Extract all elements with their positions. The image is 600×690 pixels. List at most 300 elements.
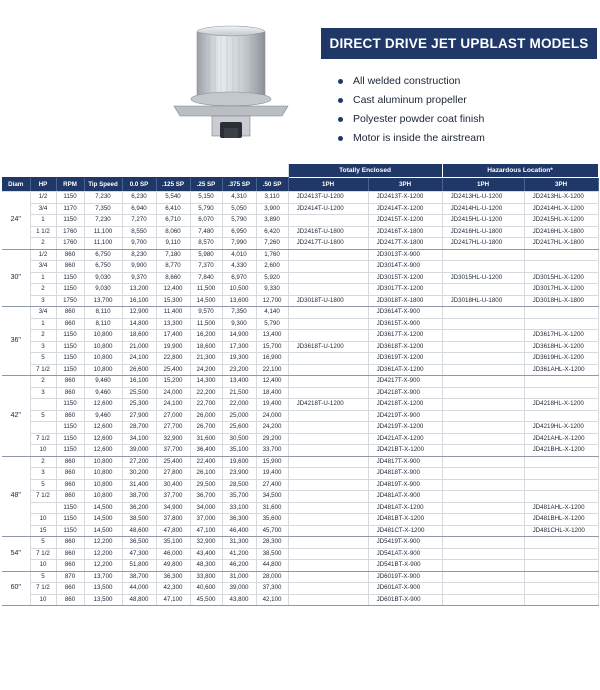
table-row — [2, 525, 598, 537]
spec-cell: 38,500 — [256, 548, 288, 560]
table-row — [2, 514, 598, 526]
spec-cell: 23,900 — [222, 468, 256, 480]
model-cell: JD2417HL-X-1800 — [524, 238, 598, 250]
spec-cell: 7,180 — [156, 249, 190, 261]
spec-cell: 10,800 — [84, 341, 122, 353]
spec-cell: 7,370 — [190, 261, 222, 273]
column-header: RPM — [56, 178, 84, 192]
spec-cell: 3 — [30, 341, 56, 353]
model-cell: JD2414T-X-1200 — [368, 203, 442, 215]
spec-cell: 22,700 — [190, 399, 222, 411]
spec-cell: 6,750 — [84, 249, 122, 261]
table-row — [2, 445, 598, 457]
spec-cell: 14,800 — [122, 318, 156, 330]
spec-cell: 860 — [56, 376, 84, 388]
spec-cell: 38,500 — [122, 514, 156, 526]
spec-cell: 44,000 — [122, 583, 156, 595]
spec-cell: 860 — [56, 479, 84, 491]
spec-cell: 860 — [56, 594, 84, 606]
spec-cell: 27,200 — [122, 456, 156, 468]
section-title: DIRECT DRIVE JET UPBLAST MODELS — [321, 28, 597, 59]
model-cell — [524, 594, 598, 606]
spec-cell: 8,660 — [156, 272, 190, 284]
spec-cell: 24,000 — [156, 387, 190, 399]
column-header: HP — [30, 178, 56, 192]
spec-cell: 8,570 — [190, 238, 222, 250]
model-cell — [288, 583, 368, 595]
table-body — [2, 192, 598, 606]
model-cell — [288, 445, 368, 457]
spec-cell: 1,760 — [256, 249, 288, 261]
spec-cell: 37,800 — [156, 514, 190, 526]
spec-cell: 25,400 — [156, 456, 190, 468]
model-cell: JD3618T-U-1200 — [288, 341, 368, 353]
table-row — [2, 192, 598, 204]
table-row — [2, 307, 598, 319]
model-cell: JD4219T-X-1200 — [368, 422, 442, 434]
model-cell: JD3018HL-X-1800 — [524, 295, 598, 307]
model-cell: JD2413T-X-1200 — [368, 192, 442, 204]
table-row — [2, 560, 598, 572]
model-cell: JD2414HL-U-1200 — [442, 203, 524, 215]
spec-cell: 14,300 — [190, 376, 222, 388]
table-row — [2, 272, 598, 284]
model-cell: JD3018T-X-1800 — [368, 295, 442, 307]
spec-cell: 7,350 — [222, 307, 256, 319]
model-cell — [524, 468, 598, 480]
spec-cell: 13,500 — [84, 583, 122, 595]
feature-item: Polyester powder coat finish — [337, 110, 485, 129]
model-cell — [288, 307, 368, 319]
spec-cell: 27,700 — [156, 422, 190, 434]
table-row — [2, 330, 598, 342]
model-cell — [288, 422, 368, 434]
spec-cell: 6,750 — [84, 261, 122, 273]
spec-cell: 860 — [56, 456, 84, 468]
model-cell: JD3015HL-X-1200 — [524, 272, 598, 284]
header — [0, 0, 600, 150]
model-cell — [442, 479, 524, 491]
spec-cell: 1150 — [56, 514, 84, 526]
model-cell — [288, 537, 368, 549]
spec-cell: 35,600 — [256, 514, 288, 526]
spec-cell: 32,900 — [156, 433, 190, 445]
feature-item: Motor is inside the airstream — [337, 129, 485, 148]
spec-cell: 1150 — [56, 284, 84, 296]
model-cell — [442, 445, 524, 457]
spec-cell: 9,300 — [222, 318, 256, 330]
spec-cell: 10,500 — [222, 284, 256, 296]
spec-cell: 22,100 — [256, 364, 288, 376]
spec-cell: 10 — [30, 594, 56, 606]
model-cell: JD4218T-X-900 — [368, 387, 442, 399]
model-cell: JD481CHL-X-1200 — [524, 525, 598, 537]
spec-cell: 14,900 — [222, 330, 256, 342]
column-header: 0.0 SP — [122, 178, 156, 192]
diameter-cell: 36" — [2, 307, 30, 376]
model-cell — [288, 249, 368, 261]
model-cell — [288, 387, 368, 399]
model-cell — [288, 353, 368, 365]
model-cell: JD3014T-X-900 — [368, 261, 442, 273]
spec-cell: 3,890 — [256, 215, 288, 227]
spec-cell: 1760 — [56, 238, 84, 250]
spec-cell: 1150 — [56, 525, 84, 537]
table-row — [2, 537, 598, 549]
spec-cell: 26,000 — [190, 410, 222, 422]
model-cell — [442, 456, 524, 468]
spec-cell: 860 — [56, 583, 84, 595]
model-cell — [288, 456, 368, 468]
feature-item: All welded construction — [337, 72, 485, 91]
spec-cell: 6,710 — [156, 215, 190, 227]
spec-cell: 1150 — [56, 364, 84, 376]
table-row — [2, 261, 598, 273]
model-cell — [288, 468, 368, 480]
spec-cell: 31,600 — [190, 433, 222, 445]
model-cell — [442, 387, 524, 399]
model-cell: JD601AT-X-900 — [368, 583, 442, 595]
column-header: 3PH — [524, 178, 598, 192]
model-cell — [288, 479, 368, 491]
spec-cell: 14,500 — [190, 295, 222, 307]
diameter-cell: 60" — [2, 571, 30, 606]
spec-cell: 8,770 — [156, 261, 190, 273]
table-row — [2, 249, 598, 261]
model-cell — [442, 376, 524, 388]
spec-cell: 860 — [56, 318, 84, 330]
model-cell: JD2416HL-U-1800 — [442, 226, 524, 238]
spec-cell: 12,200 — [84, 548, 122, 560]
model-cell: JD2416T-U-1800 — [288, 226, 368, 238]
spec-cell: 10,800 — [84, 364, 122, 376]
spec-cell: 47,100 — [156, 594, 190, 606]
spec-cell: 46,400 — [222, 525, 256, 537]
spec-cell: 36,500 — [122, 537, 156, 549]
spec-cell: 9,030 — [84, 284, 122, 296]
spec-cell: 13,200 — [122, 284, 156, 296]
model-cell: JD481BT-X-1200 — [368, 514, 442, 526]
spec-cell: 860 — [56, 410, 84, 422]
spec-cell: 1 — [30, 318, 56, 330]
spec-cell: 1150 — [56, 192, 84, 204]
table-row — [2, 491, 598, 503]
table-row — [2, 399, 598, 411]
spec-cell: 34,500 — [256, 491, 288, 503]
table-row — [2, 295, 598, 307]
spec-cell: 15 — [30, 525, 56, 537]
spec-cell: 35,100 — [222, 445, 256, 457]
spec-cell: 8,230 — [122, 249, 156, 261]
feature-item: Cast aluminum propeller — [337, 91, 485, 110]
spec-cell: 16,100 — [122, 376, 156, 388]
spec-cell: 12,400 — [256, 376, 288, 388]
model-cell — [288, 571, 368, 583]
spec-cell: 32,900 — [190, 537, 222, 549]
model-cell: JD541BT-X-900 — [368, 560, 442, 572]
model-cell: JD3614T-X-900 — [368, 307, 442, 319]
spec-cell: 33,800 — [190, 571, 222, 583]
spec-cell: 5 — [30, 571, 56, 583]
spec-cell: 12,200 — [84, 537, 122, 549]
model-cell: JD601BT-X-900 — [368, 594, 442, 606]
fan-product-image — [172, 10, 290, 160]
model-cell: JD3015HL-U-1200 — [442, 272, 524, 284]
spec-cell: 28,500 — [222, 479, 256, 491]
spec-cell — [30, 399, 56, 411]
model-cell: JD2416HL-X-1800 — [524, 226, 598, 238]
model-cell — [442, 399, 524, 411]
spec-cell: 36,300 — [156, 571, 190, 583]
spec-cell: 35,700 — [222, 491, 256, 503]
spec-cell: 34,000 — [190, 502, 222, 514]
spec-cell: 17,400 — [156, 330, 190, 342]
spec-cell: 1150 — [56, 272, 84, 284]
diameter-cell: 30" — [2, 249, 30, 307]
spec-cell: 47,300 — [122, 548, 156, 560]
spec-cell: 1/2 — [30, 249, 56, 261]
model-cell — [288, 525, 368, 537]
spec-cell: 9,110 — [156, 238, 190, 250]
spec-cell: 19,600 — [222, 456, 256, 468]
spec-cell: 9,460 — [84, 376, 122, 388]
spec-cell: 6,950 — [222, 226, 256, 238]
spec-cell: 14,500 — [84, 514, 122, 526]
spec-cell: 35,100 — [156, 537, 190, 549]
spec-cell: 30,200 — [122, 468, 156, 480]
table-row — [2, 433, 598, 445]
spec-cell: 6,070 — [190, 215, 222, 227]
model-cell — [442, 433, 524, 445]
spec-cell: 5,150 — [190, 192, 222, 204]
model-cell: JD4218HL-X-1200 — [524, 399, 598, 411]
model-cell — [524, 249, 598, 261]
spec-cell: 8,060 — [156, 226, 190, 238]
column-header-row — [2, 178, 598, 192]
model-cell: JD421AT-X-1200 — [368, 433, 442, 445]
spec-cell: 9,370 — [122, 272, 156, 284]
model-cell — [288, 594, 368, 606]
spec-cell: 4,310 — [222, 192, 256, 204]
model-cell — [288, 330, 368, 342]
spec-cell: 19,900 — [156, 341, 190, 353]
spec-cell: 870 — [56, 571, 84, 583]
spec-cell: 1170 — [56, 203, 84, 215]
model-cell: JD2415HL-X-1200 — [524, 215, 598, 227]
spec-cell: 27,900 — [122, 410, 156, 422]
model-cell — [442, 353, 524, 365]
spec-cell: 10 — [30, 560, 56, 572]
spec-cell: 1750 — [56, 295, 84, 307]
model-cell: JD4217T-X-900 — [368, 376, 442, 388]
model-cell — [524, 387, 598, 399]
model-cell — [442, 341, 524, 353]
spec-cell: 9,460 — [84, 410, 122, 422]
model-cell — [288, 284, 368, 296]
column-header: Tip Speed — [84, 178, 122, 192]
table-row — [2, 387, 598, 399]
model-cell — [524, 261, 598, 273]
spec-cell: 8,110 — [84, 318, 122, 330]
table-row — [2, 376, 598, 388]
model-cell — [442, 537, 524, 549]
spec-cell: 18,600 — [122, 330, 156, 342]
spec-cell: 5,920 — [256, 272, 288, 284]
spec-cell: 3,110 — [256, 192, 288, 204]
model-cell: JD2414T-U-1200 — [288, 203, 368, 215]
model-cell: JD4218T-X-1200 — [368, 399, 442, 411]
spec-cell: 8,550 — [122, 226, 156, 238]
spec-cell: 11,500 — [190, 284, 222, 296]
spec-cell: 10,800 — [84, 479, 122, 491]
spec-cell: 8,110 — [84, 307, 122, 319]
spec-cell: 13,600 — [222, 295, 256, 307]
spec-cell: 40,600 — [190, 583, 222, 595]
spec-cell: 24,200 — [190, 364, 222, 376]
model-cell: JD6019T-X-900 — [368, 571, 442, 583]
spec-cell: 1150 — [56, 215, 84, 227]
spec-cell: 1 — [30, 215, 56, 227]
spec-cell: 7 1/2 — [30, 364, 56, 376]
spec-cell: 13,700 — [84, 571, 122, 583]
spec-cell: 15,300 — [156, 295, 190, 307]
spec-cell: 10 — [30, 445, 56, 457]
spec-cell: 22,800 — [156, 353, 190, 365]
spec-cell: 16,900 — [256, 353, 288, 365]
model-cell: JD2416T-X-1800 — [368, 226, 442, 238]
model-cell — [524, 560, 598, 572]
totally-enclosed-header: Totally Enclosed — [288, 164, 442, 178]
model-cell — [442, 307, 524, 319]
spec-cell: 28,000 — [256, 571, 288, 583]
table-row — [2, 594, 598, 606]
hazardous-location-header: Hazardous Location* — [442, 164, 598, 178]
model-cell — [524, 548, 598, 560]
model-cell: JD421AHL-X-1200 — [524, 433, 598, 445]
spec-cell: 22,000 — [222, 399, 256, 411]
model-cell: JD5419T-X-900 — [368, 537, 442, 549]
spec-cell: 45,700 — [256, 525, 288, 537]
model-cell — [442, 249, 524, 261]
table-row — [2, 203, 598, 215]
model-cell: JD3619T-X-1200 — [368, 353, 442, 365]
spec-cell: 36,300 — [222, 514, 256, 526]
spec-cell: 7,840 — [190, 272, 222, 284]
spec-cell: 30,400 — [156, 479, 190, 491]
spec-cell: 13,300 — [156, 318, 190, 330]
spec-cell: 5,050 — [222, 203, 256, 215]
column-header: Diam — [2, 178, 30, 192]
spec-cell: 3/4 — [30, 203, 56, 215]
model-cell — [288, 261, 368, 273]
model-cell: JD481AT-X-1200 — [368, 502, 442, 514]
model-cell — [442, 284, 524, 296]
spec-cell: 48,800 — [122, 594, 156, 606]
spec-cell: 25,400 — [156, 364, 190, 376]
table-row — [2, 215, 598, 227]
spec-cell: 4,010 — [222, 249, 256, 261]
spec-cell: 43,800 — [222, 594, 256, 606]
spec-cell: 24,200 — [256, 422, 288, 434]
spec-cell: 9,700 — [122, 238, 156, 250]
spec-cell: 12,900 — [122, 307, 156, 319]
spec-cell: 37,000 — [190, 514, 222, 526]
spec-cell: 42,300 — [156, 583, 190, 595]
spec-cell: 860 — [56, 261, 84, 273]
model-cell — [288, 272, 368, 284]
spec-cell: 13,400 — [222, 376, 256, 388]
model-cell — [442, 560, 524, 572]
model-cell: JD2413T-U-1200 — [288, 192, 368, 204]
model-cell: JD2413HL-U-1200 — [442, 192, 524, 204]
spec-cell: 7,270 — [122, 215, 156, 227]
spec-cell: 860 — [56, 307, 84, 319]
diameter-cell: 24" — [2, 192, 30, 250]
spec-cell: 15,700 — [256, 341, 288, 353]
model-cell: JD3017T-X-1200 — [368, 284, 442, 296]
spec-cell: 12,200 — [84, 560, 122, 572]
model-cell — [524, 571, 598, 583]
spec-cell: 2 — [30, 456, 56, 468]
table-row — [2, 583, 598, 595]
spec-cell: 24,000 — [256, 410, 288, 422]
table-row — [2, 226, 598, 238]
table-row — [2, 353, 598, 365]
spec-cell: 1150 — [56, 445, 84, 457]
model-cell — [288, 560, 368, 572]
model-cell: JD3619HL-X-1200 — [524, 353, 598, 365]
model-cell: JD2417T-X-1800 — [368, 238, 442, 250]
model-cell: JD541AT-X-900 — [368, 548, 442, 560]
spec-cell: 11,100 — [84, 238, 122, 250]
model-cell — [524, 307, 598, 319]
spec-cell: 2 — [30, 376, 56, 388]
spec-cell: 12,600 — [84, 445, 122, 457]
spec-cell: 1150 — [56, 341, 84, 353]
spec-cell: 860 — [56, 249, 84, 261]
spec-cell: 42,100 — [256, 594, 288, 606]
spec-cell: 22,400 — [190, 456, 222, 468]
spec-cell: 7 1/2 — [30, 433, 56, 445]
table-row — [2, 318, 598, 330]
table-row — [2, 548, 598, 560]
spec-cell: 860 — [56, 560, 84, 572]
spec-cell: 2,600 — [256, 261, 288, 273]
spec-cell: 21,000 — [122, 341, 156, 353]
spec-cell: 46,000 — [156, 548, 190, 560]
model-cell: JD3615T-X-900 — [368, 318, 442, 330]
spec-cell: 14,500 — [84, 525, 122, 537]
model-cell: JD3617HL-X-1200 — [524, 330, 598, 342]
group-header-row — [2, 164, 598, 178]
spec-cell: 25,000 — [222, 410, 256, 422]
spec-cell: 37,700 — [156, 445, 190, 457]
table-row — [2, 341, 598, 353]
spec-cell: 51,800 — [122, 560, 156, 572]
model-cell: JD361AT-X-1200 — [368, 364, 442, 376]
spec-cell: 7,990 — [222, 238, 256, 250]
column-header: .25 SP — [190, 178, 222, 192]
spec-cell: 11,500 — [190, 318, 222, 330]
spec-cell: 12,400 — [156, 284, 190, 296]
spec-cell: 34,900 — [156, 502, 190, 514]
spec-cell: 860 — [56, 491, 84, 503]
model-cell: JD2414HL-X-1200 — [524, 203, 598, 215]
model-cell: JD2413HL-X-1200 — [524, 192, 598, 204]
spec-cell: 5,540 — [156, 192, 190, 204]
spec-cell: 7,350 — [84, 203, 122, 215]
spec-cell: 3,900 — [256, 203, 288, 215]
